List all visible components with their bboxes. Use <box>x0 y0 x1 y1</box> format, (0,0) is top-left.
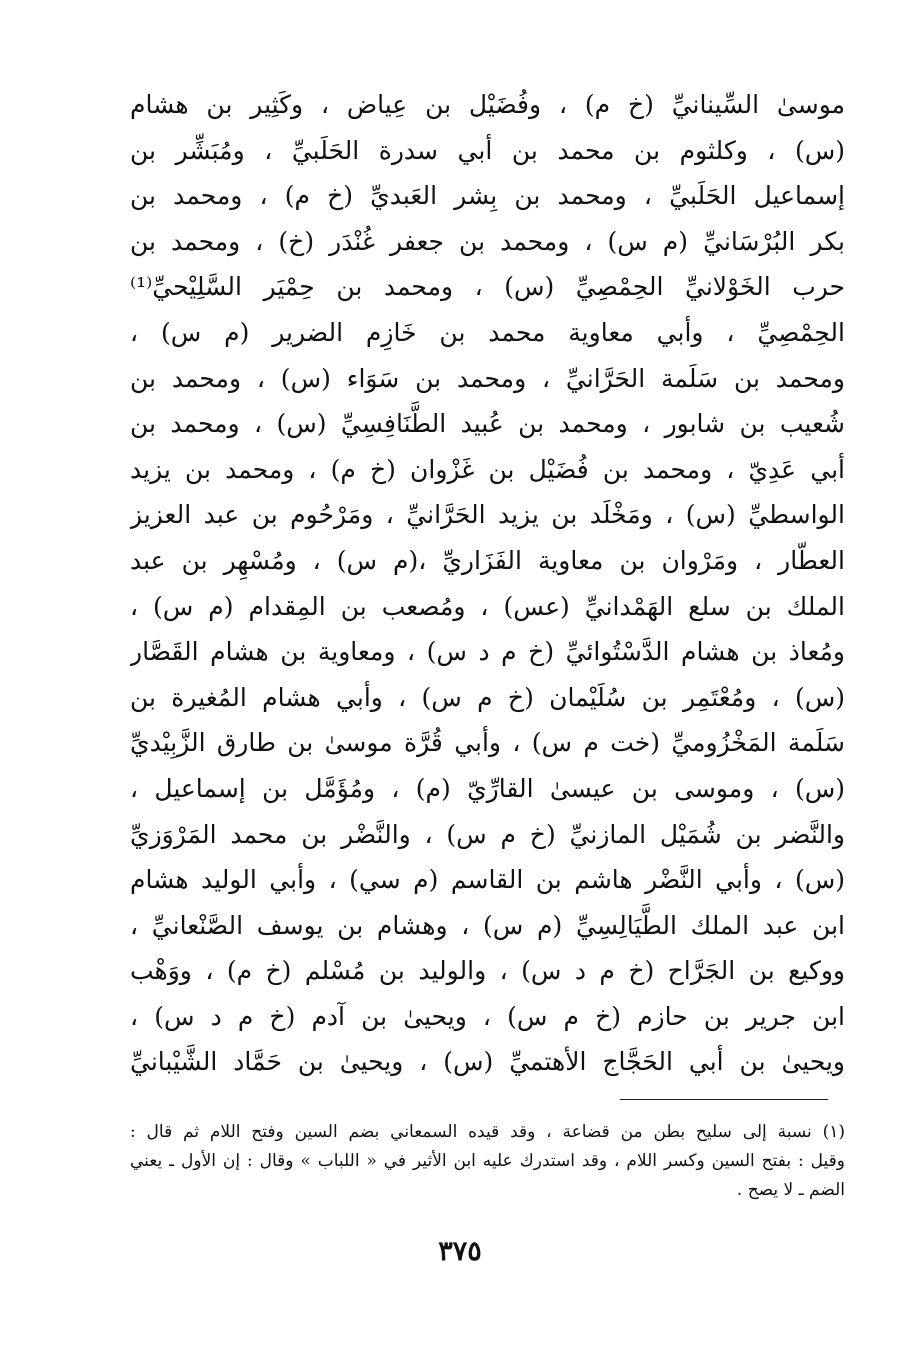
text-line: ابن جرير بن حازم (خ م س) ، ويحيىٰ بن آدم (خ م د س) ، <box>130 1001 845 1031</box>
text-line: (س) ، ومُعْتَمِر بن سُلَيْمان (خ م س) ، وأبي هشام المُغيرة بن <box>130 682 845 712</box>
text-line: بكر البُرْسَانيِّ (م س) ، ومحمد بن جعفر غُنْدَر (خ) ، ومحمد بن <box>130 226 845 256</box>
text-line: (س) ، وموسى بن عيسىٰ القارِّيّ (م) ، ومُؤَمَّل بن إسماعيل ، <box>130 773 845 803</box>
text-line: (س) ، وكلثوم بن محمد بن أبي سدرة الحَلَبيِّ ، ومُبَشِّر بن <box>130 135 845 165</box>
text-line: (س) ، وأبي النَّضْر هاشم بن القاسم (م سي) ، وأبي الوليد هشام <box>130 865 845 895</box>
text-line: ووكيع بن الجَرَّاح (خ م د س) ، والوليد بن مُسْلم (خ م) ، ووَهْب <box>130 956 845 986</box>
footnote-separator <box>620 1099 828 1100</box>
footnote-line: (١) نسبة إلى سليح بطن من قضاعة ، وقد قيده السمعاني بضم السين وفتح اللام ثم قال : <box>130 1122 845 1142</box>
text-line: والنَّضر بن شُمَيْل المازنيِّ (خ م س) ، والنَّضْر بن محمد المَرْوَزيِّ <box>130 819 845 849</box>
text-line: أبي عَدِيّ ، ومحمد بن فُضَيْل بن غَزْوان (خ م) ، ومحمد بن يزيد <box>130 454 845 484</box>
text-line: ومُعاذ بن هشام الدَّسْتُوائيِّ (خ م د س) ، ومعاوية بن هشام القَصَّار <box>130 637 845 667</box>
text-line: إسماعيل الحَلَبيِّ ، ومحمد بن بِشر العَبديِّ (خ م) ، ومحمد بن <box>130 181 845 211</box>
text-line: الحِمْصِيِّ ، وأبي معاوية محمد بن خَازِم الضرير (م س) ، <box>130 317 845 347</box>
page-number: ٣٧٥ <box>438 1236 482 1267</box>
text-line: شُعيب بن شابور ، ومحمد بن عُبيد الطَّنَافِسِيِّ (س) ، ومحمد بن <box>130 409 845 439</box>
text-line: العطّار ، ومَرْوان بن معاوية الفَزَاريِّ ،(م س) ، ومُسْهِر بن عبد <box>130 545 845 575</box>
footnote-line: وقيل : بفتح السين وكسر اللام ، وقد استدرك عليه ابن الأثير في « اللباب » وقال : إن الأول ـ يعني <box>130 1151 845 1171</box>
text-line: موسىٰ السِّينانيِّ (خ م) ، وفُضَيْل بن عِياض ، وكَثِير بن هشام <box>130 90 845 119</box>
footnotes-block <box>130 1118 845 1205</box>
text-line: ويحيىٰ بن أبي الحَجَّاج الأهتميِّ (س) ، ويحيىٰ بن حَمَّاد الشَّيْبانيِّ <box>130 1047 845 1077</box>
footnote-line: الضم ـ لا يصح . <box>736 1180 845 1200</box>
main-text-block <box>130 82 845 1085</box>
text-line: الواسطيِّ (س) ، ومَخْلَد بن يزيد الحَرَّانيِّ ، ومَرْحُوم بن عبد العزيز <box>130 500 845 530</box>
text-line: ابن عبد الملك الطَّيَالِسِيِّ (م س) ، وهشام بن يوسف الصَّنْعانيِّ ، <box>130 910 845 940</box>
text-line: حرب الخَوْلانيِّ الحِمْصِيِّ (س) ، ومحمد بن حِمْيَر السَّلِيْحيِّ⁽¹⁾ <box>130 272 845 302</box>
text-line: ومحمد بن سَلَمة الحَرَّانيِّ ، ومحمد بن سَوَاء (س) ، ومحمد بن <box>130 363 845 393</box>
text-line: سَلَمة المَخْزُوميِّ (خت م س) ، وأبي قُرَّة موسىٰ بن طارق الزَّبِيْديِّ <box>130 728 845 758</box>
text-line: الملك بن سلع الهَمْدانيِّ (عس) ، ومُصعب بن المِقدام (م س) ، <box>130 591 845 621</box>
